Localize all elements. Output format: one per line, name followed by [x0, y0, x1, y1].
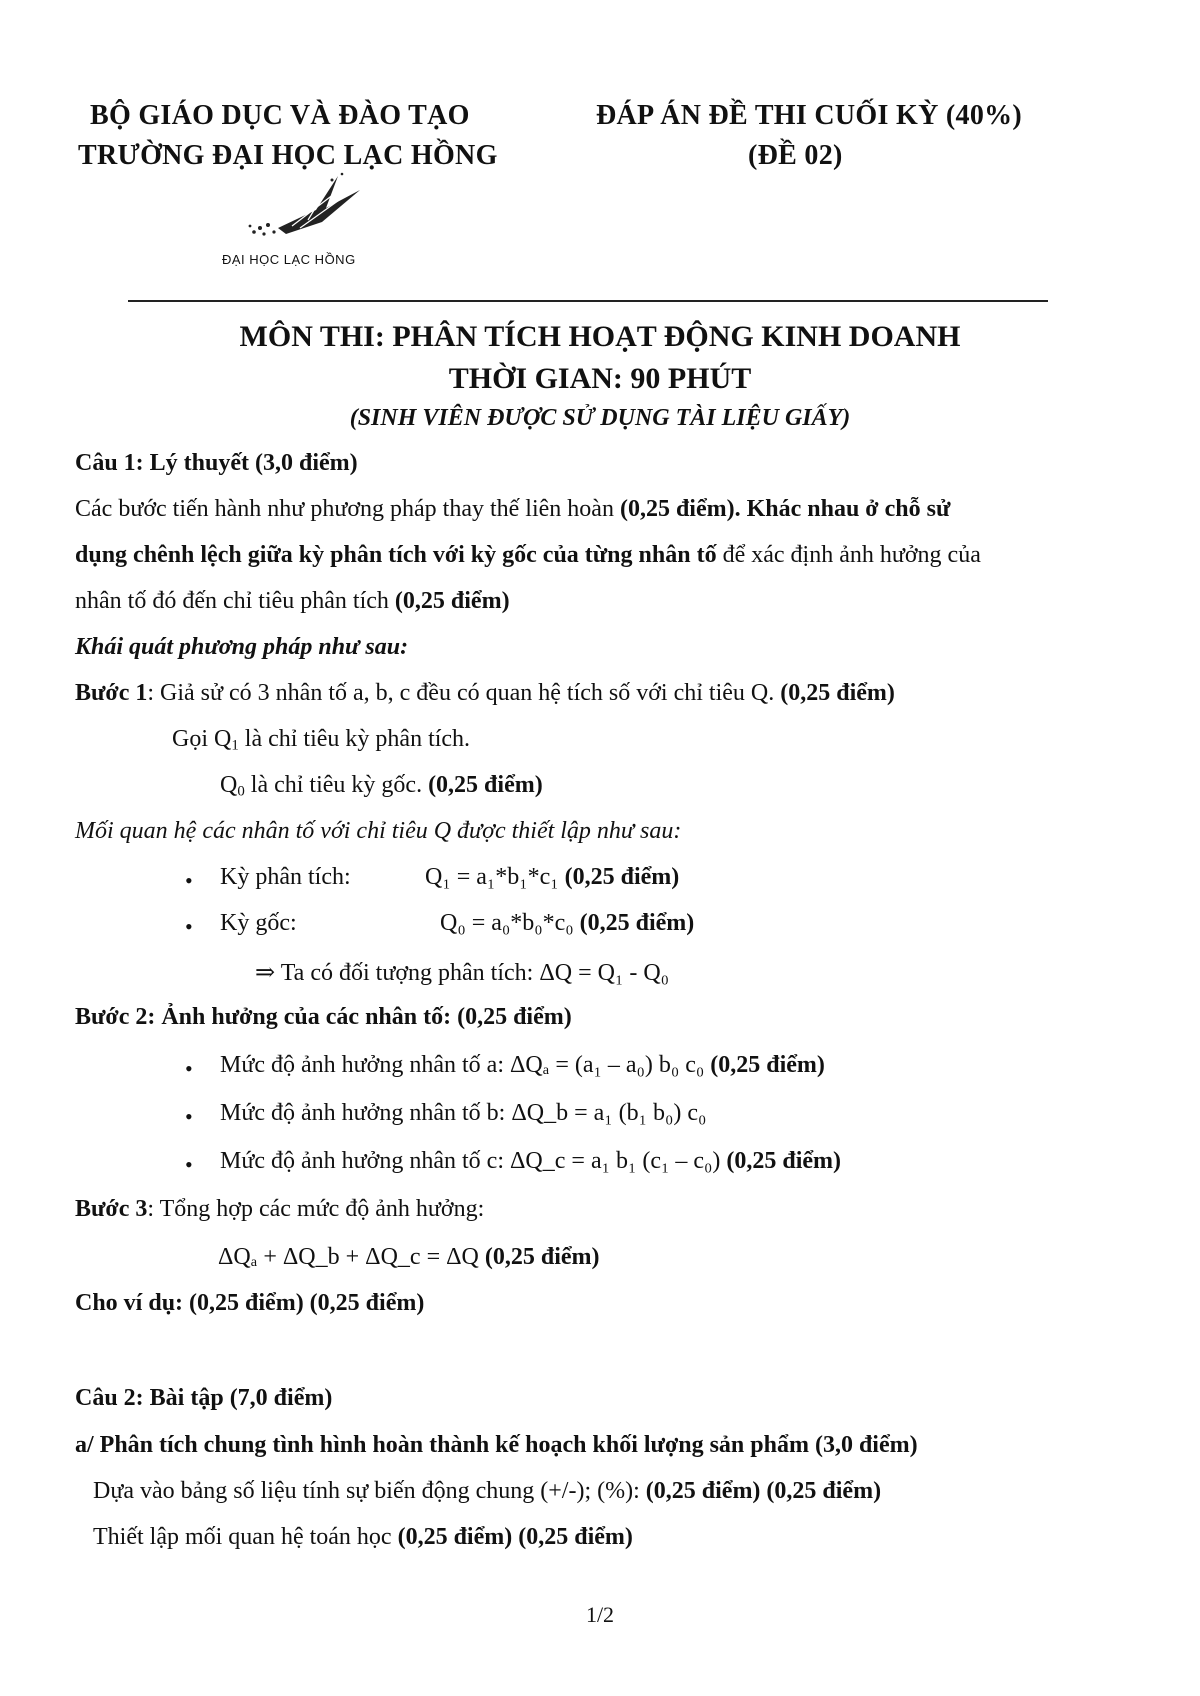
period-analysis-formula: Q₁ = a₁*b₁*c₁: [425, 864, 565, 890]
bullet-icon: •: [185, 1104, 193, 1129]
subject-title: MÔN THI: PHÂN TÍCH HOẠT ĐỘNG KINH DOANH: [239, 320, 961, 353]
example-line: Cho ví dụ: (0,25 điểm) (0,25 điểm): [75, 1290, 425, 1316]
q1-paragraph-score: (0,25 điểm): [394, 588, 510, 614]
sum-formula-line: [218, 1244, 600, 1271]
method-overview-heading: Khái quát phương pháp như sau:: [75, 634, 409, 660]
step-3-label: Bước 3: [75, 1196, 148, 1222]
q1-def-subscript: 1: [231, 737, 239, 754]
step-3-line: [75, 1196, 484, 1223]
exam-title: ĐÁP ÁN ĐỀ THI CUỐI KỲ (40%): [596, 100, 1023, 131]
impact-a-text: Mức độ ảnh hưởng nhân tố a: ΔQₐ = (a₁ – a₀) b₀ c₀: [220, 1052, 711, 1078]
exam-code: (ĐỀ 02): [748, 140, 843, 171]
step-3-text: : Tổng hợp các mức độ ảnh hưởng:: [147, 1196, 485, 1222]
q1-paragraph-line-3: [75, 588, 510, 615]
q0-def-text: Q: [220, 772, 238, 798]
q2-line-2-text: Thiết lập mối quan hệ toán học: [93, 1524, 398, 1550]
period-analysis-formula-line: [425, 864, 679, 891]
q0-def-score: (0,25 điểm): [428, 772, 543, 798]
impact-c-score: (0,25 điểm): [726, 1148, 842, 1174]
part-a-heading: a/ Phân tích chung tình hình hoàn thành kế hoạch khối lượng sản phẩm (3,0 điểm): [75, 1432, 918, 1458]
sum-score: (0,25 điểm): [484, 1244, 600, 1270]
university-name: TRƯỜNG ĐẠI HỌC LẠC HỒNG: [78, 140, 498, 171]
q2-line-2: [93, 1524, 633, 1551]
impact-a-score: (0,25 điểm): [710, 1052, 825, 1078]
bullet-icon: •: [185, 1152, 193, 1177]
analysis-object-text: Ta có đối tượng phân tích: ΔQ = Q₁ - Q₀: [280, 960, 670, 986]
relation-heading: Mối quan hệ các nhân tố với chỉ tiêu Q được thiết lập như sau:: [75, 818, 682, 844]
logo-caption: ĐẠI HỌC LẠC HỒNG: [222, 252, 356, 267]
impact-c-text: Mức độ ảnh hưởng nhân tố c: ΔQ_c = a₁ b₁ (c₁ – c₀): [220, 1148, 727, 1174]
q1-paragraph-text: để xác định ảnh hưởng của: [716, 542, 981, 568]
bullet-icon: •: [185, 1056, 193, 1081]
bullet-icon: •: [185, 868, 193, 893]
q1-paragraph-bold: dụng chênh lệch giữa kỳ phân tích với kỳ gốc của từng nhân tố: [75, 542, 717, 568]
q0-def-subscript: 0: [237, 783, 245, 800]
question-2-heading: Câu 2: Bài tập (7,0 điểm): [75, 1385, 333, 1411]
q1-definition: [172, 726, 470, 753]
period-base-score: (0,25 điểm): [579, 910, 695, 936]
period-analysis-score: (0,25 điểm): [564, 864, 680, 890]
period-base-formula: Q₀ = a₀*b₀*c₀: [440, 910, 580, 936]
q2-line-1-score: (0,25 điểm) (0,25 điểm): [645, 1478, 882, 1504]
step-2-heading: Bước 2: Ảnh hưởng của các nhân tố: (0,25 điểm): [75, 1004, 572, 1030]
q1-paragraph-text: nhân tố đó đến chỉ tiêu phân tích: [75, 588, 395, 614]
period-base-label: Kỳ gốc:: [220, 910, 297, 936]
question-1-heading: Câu 1: Lý thuyết (3,0 điểm): [75, 450, 358, 476]
q1-paragraph-line-2: [75, 542, 981, 569]
period-base-formula-line: [440, 910, 694, 937]
header-divider: [128, 300, 1048, 302]
q2-line-1: [93, 1478, 881, 1505]
period-analysis-label: Kỳ phân tích:: [220, 864, 351, 890]
step-1-line: [75, 680, 895, 707]
page-number: 1/2: [585, 1602, 615, 1627]
impact-b-text: Mức độ ảnh hưởng nhân tố b: ΔQ_b = a₁ (b₁ b₀) c₀: [220, 1100, 707, 1126]
sum-formula: ΔQₐ + ΔQ_b + ΔQ_c = ΔQ: [218, 1244, 485, 1270]
step-1-label: Bước 1: [75, 680, 148, 706]
q0-def-text-post: là chỉ tiêu kỳ gốc.: [244, 772, 429, 798]
duration-title: THỜI GIAN: 90 PHÚT: [448, 362, 752, 395]
q1-def-text: Gọi Q: [172, 726, 232, 752]
bullet-icon: •: [185, 914, 193, 939]
step-1-text: : Giả sử có 3 nhân tố a, b, c đều có quan hệ tích số với chỉ tiêu Q.: [147, 680, 781, 706]
q1-def-text-post: là chỉ tiêu kỳ phân tích.: [238, 726, 471, 752]
implies-icon: ⇒: [255, 960, 276, 986]
ministry-name: BỘ GIÁO DỤC VÀ ĐÀO TẠO: [90, 100, 470, 131]
q2-line-1-text: Dựa vào bảng số liệu tính sự biến động chung (+/-); (%):: [93, 1478, 646, 1504]
step-1-score: (0,25 điểm): [780, 680, 895, 706]
q1-paragraph-bold: (0,25 điểm). Khác nhau ở chỗ sử: [619, 496, 951, 522]
q1-paragraph-line-1: [75, 496, 950, 523]
q0-definition: [220, 772, 543, 799]
analysis-object-line: [255, 958, 669, 987]
materials-note: (SINH VIÊN ĐƯỢC SỬ DỤNG TÀI LIỆU GIẤY): [349, 405, 851, 431]
impact-c-line: [220, 1148, 841, 1175]
q2-line-2-score: (0,25 điểm) (0,25 điểm): [397, 1524, 633, 1550]
university-logo-icon: [238, 170, 368, 250]
impact-a-line: [220, 1052, 825, 1079]
q1-paragraph-text: Các bước tiến hành như phương pháp thay thế liên hoàn: [75, 496, 620, 522]
